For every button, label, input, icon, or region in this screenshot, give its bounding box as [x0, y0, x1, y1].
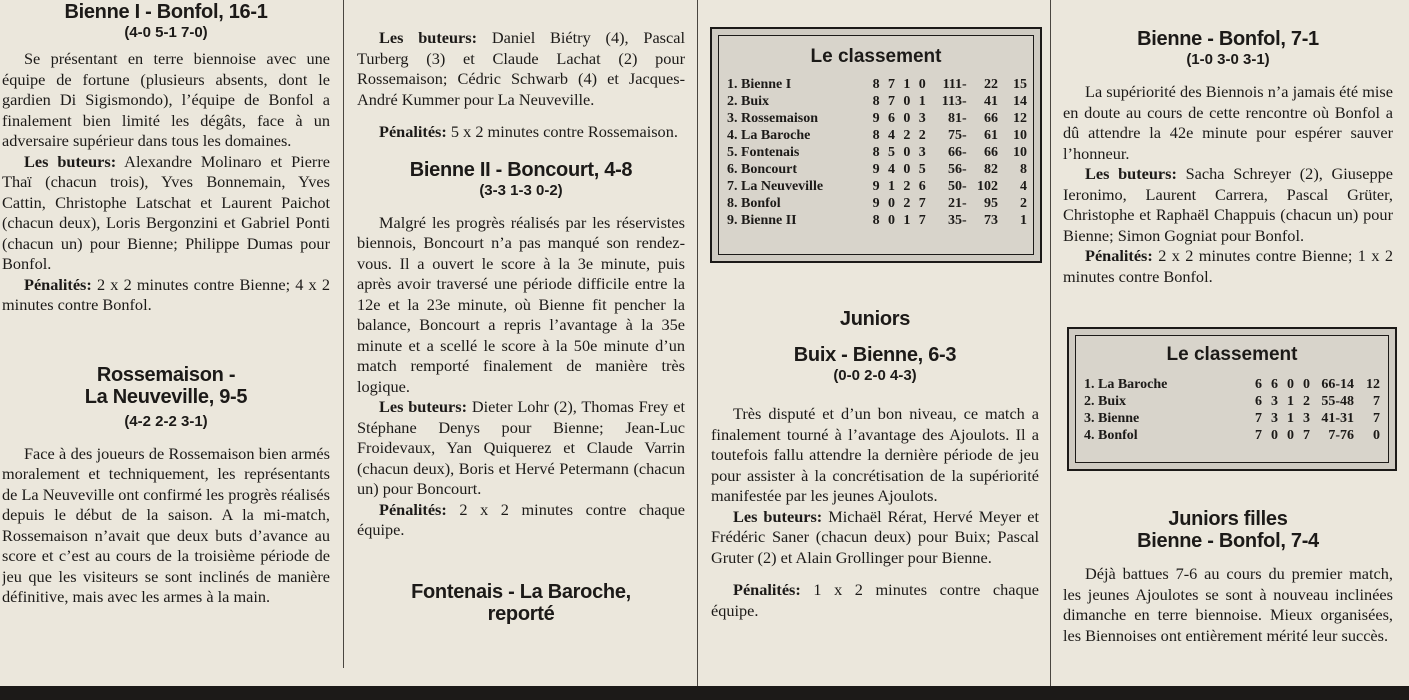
stat-value: 0 [903, 94, 911, 109]
penalties-paragraph: Pénalités: 2 x 2 minutes contre Bienne; 1 x 2 minutes contre Bonfol. [1063, 246, 1393, 286]
standings-title: Le classement [810, 46, 942, 67]
stat-value: 6 [918, 179, 926, 194]
article-paragraph: Malgré les progrès réalisés par les réservistes biennois, Boncourt n’a pas manqué son rendez-vous. Il a ouvert le score à la 3e minute, puis après avoir traversé une période difficile entre la 12e et la 23e minute, où Bienne fit pencher la balance, Boncourt a repris l’avantage à la 35e minute et a scellé le score à la 50e minute d’un match remporté finalement de manière très logique. [357, 212, 685, 396]
stat-value: 8 [1020, 162, 1027, 177]
team-name: 1. Bienne I [727, 77, 792, 92]
standings-row [727, 161, 1027, 178]
article-title: Buix - Bienne, 6-3 [793, 344, 957, 366]
stat-value: 2 [918, 128, 926, 143]
stat-value: 14 [1013, 94, 1027, 109]
period-score: (0-0 2-0 4-3) [833, 367, 917, 384]
team-name: 9. Bienne II [727, 213, 797, 228]
stat-value: 7 [918, 196, 926, 211]
standings-row [727, 127, 1027, 144]
section-title: Juniors [839, 308, 911, 330]
stat-value: 1 [1287, 411, 1294, 426]
stat-value: 10 [1013, 128, 1027, 143]
stat-value: 8 [872, 213, 880, 228]
stat-value: 0 [903, 111, 911, 126]
stat-value: 1 [903, 77, 911, 92]
standings-row [727, 212, 1027, 229]
standings-row [1084, 393, 1380, 410]
stat-value: 3 [1271, 411, 1278, 426]
stat-value: 6 [1255, 394, 1262, 409]
stat-value: 81- [948, 111, 967, 126]
standings-row [727, 110, 1027, 127]
stat-value: 2 [903, 179, 911, 194]
stat-value: 1 [1020, 213, 1027, 228]
stat-value: 1 [887, 179, 895, 194]
standings-row [727, 195, 1027, 212]
stat-value: 0 [1303, 377, 1310, 392]
stat-value: 82 [983, 162, 998, 177]
column-1 [2, 0, 330, 686]
stat-value: 10 [1013, 145, 1027, 160]
stat-value: 0 [1373, 428, 1380, 443]
team-name: 1. La Baroche [1084, 377, 1168, 392]
standings-row [1084, 410, 1380, 427]
stat-value: 15 [1013, 77, 1027, 92]
team-name: 3. Rossemaison [727, 111, 819, 126]
period-score: (4-2 2-2 3-1) [124, 412, 208, 430]
stat-value: 7 [1255, 428, 1262, 443]
stat-value: 7 [887, 94, 895, 109]
stat-value: 12 [1366, 377, 1380, 392]
penalties-paragraph: Pénalités: 2 x 2 minutes contre Bienne; 4 x 2 minutes contre Bonfol. [2, 274, 330, 314]
bottom-border [0, 686, 1409, 700]
stat-value: 66 [983, 111, 998, 126]
penalties-paragraph: Pénalités: 5 x 2 minutes contre Rossemaison. [379, 122, 678, 141]
team-name: 8. Bonfol [727, 196, 781, 211]
team-name: 4. Bonfol [1084, 428, 1138, 443]
standings-box [1067, 327, 1397, 471]
article-title: La Neuveville, 9-5 [84, 385, 248, 408]
stat-value: 41-31 [1321, 411, 1354, 426]
stat-value: 3 [1303, 411, 1310, 426]
stat-value: 21- [948, 196, 967, 211]
team-name: 5. Fontenais [727, 145, 800, 160]
stat-value: 73 [983, 213, 998, 228]
column-rule-2 [697, 0, 698, 686]
article-title: reporté [487, 602, 555, 625]
stat-value: 50- [948, 179, 967, 194]
standings-row [727, 144, 1027, 161]
article-title: Fontenais - La Baroche, [411, 580, 631, 603]
period-score: (1-0 3-0 3-1) [1186, 51, 1270, 68]
stat-value: 9 [872, 179, 880, 194]
stat-value: 7 [1373, 394, 1380, 409]
article-paragraph: Déjà battues 7-6 au cours du premier match, les jeunes Ajoulotes se sont à nouveau inclinées dimanche en terre biennoise. Mieux organisées, les Biennoises ont entièrement mérité leur succès. [1063, 564, 1393, 645]
stat-value: 9 [872, 162, 880, 177]
standings-row [1084, 427, 1380, 444]
stat-value: 113- [941, 94, 967, 109]
stat-value: 61 [983, 128, 998, 143]
stat-value: 6 [1255, 377, 1262, 392]
scorers-paragraph: Les buteurs: Dieter Lohr (2), Thomas Frey et Stéphane Denys pour Bienne; Jean-Luc Froidevaux, Yan Quiquerez et Claude Varrin (chacun deux), Boris et Hervé Petermann (chacun un) pour Boncourt. [357, 397, 685, 498]
stat-value: 8 [872, 128, 880, 143]
stat-value: 8 [872, 94, 880, 109]
stat-value: 2 [903, 128, 911, 143]
stat-value: 56- [948, 162, 967, 177]
stat-value: 9 [872, 111, 880, 126]
stat-value: 3 [918, 111, 926, 126]
stat-value: 8 [872, 145, 880, 160]
stat-value: 75- [948, 128, 967, 143]
scorers-paragraph: Les buteurs: Michaël Rérat, Hervé Meyer et Frédéric Saner (chacun deux) pour Buix; Pascal Gruter (2) et Alain Grollinger pour Bienne. [711, 506, 1039, 567]
standings-table [727, 76, 1027, 229]
column-rule-3 [1050, 0, 1051, 686]
stat-value: 8 [872, 77, 880, 92]
standings-row [727, 178, 1027, 195]
stat-value: 4 [1020, 179, 1027, 194]
stat-value: 0 [1287, 377, 1294, 392]
team-name: 3. Bienne [1084, 411, 1140, 426]
stat-value: 66- [948, 145, 967, 160]
stat-value: 5 [918, 162, 926, 177]
stat-value: 3 [918, 145, 926, 160]
stat-value: 4 [887, 162, 895, 177]
stat-value: 66 [983, 145, 998, 160]
article-title: Bienne - Bonfol, 7-1 [1137, 28, 1319, 50]
team-name: 6. Boncourt [727, 162, 797, 177]
team-name: 2. Buix [727, 94, 770, 109]
stat-value: 1 [918, 94, 926, 109]
team-name: 4. La Baroche [727, 128, 811, 143]
column-rule-1 [343, 0, 344, 668]
column-4-lower [1063, 508, 1393, 686]
stat-value: 0 [903, 162, 911, 177]
scorers-paragraph: Les buteurs: Daniel Biétry (4), Pascal Turberg (3) et Claude Lachat (2) pour Rossemaison; Cédric Schwarb (4) et Jacques-André Kummer pour La Neuveville. [357, 28, 685, 109]
scorers-paragraph: Les buteurs: Sacha Schreyer (2), Giuseppe Ieronimo, Laurent Carrera, Pascal Grüter, Christophe et Raphaël Chappuis (chacun un) pour Bienne; Simon Gogniat pour Bonfol. [1063, 164, 1393, 245]
stat-value: 7 [1373, 411, 1380, 426]
stat-value: 7 [1303, 428, 1310, 443]
stat-value: 0 [1271, 428, 1278, 443]
stat-value: 111- [942, 77, 967, 92]
stat-value: 6 [887, 111, 895, 126]
stat-value: 0 [903, 145, 911, 160]
standings-box [710, 27, 1042, 263]
article-paragraph: Face à des joueurs de Rossemaison bien armés moralement et techniquement, les représentants de La Neuveville ont confirmé les progrès réalisés depuis le début de la saison. A la mi-match, Rossemaison n’avait que deux buts d’avance au score et c’est au cours de la troisième période de jeu que les visiteurs se sont inclinés de manière définitive, mais avec les armes à la main. [2, 443, 330, 606]
penalties-paragraph: Pénalités: 2 x 2 minutes contre chaque équipe. [357, 499, 685, 539]
stat-value: 12 [1013, 111, 1027, 126]
stat-value: 2 [903, 196, 911, 211]
period-score: (4-0 5-1 7-0) [124, 24, 208, 41]
penalties-paragraph: Pénalités: 1 x 2 minutes contre chaque équipe. [711, 580, 1039, 620]
stat-value: 2 [1020, 196, 1027, 211]
standings-row [1084, 376, 1380, 393]
stat-value: 66-14 [1321, 377, 1354, 392]
article-title: Bienne I - Bonfol, 16-1 [64, 1, 268, 23]
stat-value: 7 [1255, 411, 1262, 426]
stat-value: 102 [976, 179, 998, 194]
stat-value: 95 [983, 196, 998, 211]
stat-value: 7 [918, 213, 926, 228]
stat-value: 0 [918, 77, 926, 92]
stat-value: 5 [887, 145, 895, 160]
stat-value: 6 [1271, 377, 1278, 392]
article-paragraph: Se présentant en terre biennoise avec une équipe de fortune (plusieurs absents, dont le gardien Di Sigismondo), l’équipe de Bonfol a finalement bien limité les dégâts, face à un adversaire supérieur dans tous les domaines. [2, 49, 330, 150]
period-score: (3-3 1-3 0-2) [479, 181, 563, 199]
standings-table [1084, 376, 1380, 444]
stat-value: 55-48 [1321, 394, 1354, 409]
team-name: 2. Buix [1084, 394, 1127, 409]
stat-value: 0 [887, 213, 895, 228]
article-title: Bienne - Bonfol, 7-4 [1137, 530, 1319, 552]
stat-value: 1 [903, 213, 911, 228]
stat-value: 4 [887, 128, 895, 143]
stat-value: 2 [1303, 394, 1310, 409]
stat-value: 1 [1287, 394, 1294, 409]
column-2 [357, 0, 685, 686]
standings-row [727, 93, 1027, 110]
column-3 [711, 300, 1039, 686]
article-paragraph: La supériorité des Biennois n’a jamais été mise en doute au cours de cette rencontre où Bonfol a dû attendre la 42e minute pour espérer sauver l’honneur. [1063, 82, 1393, 163]
article-title: Bienne II - Boncourt, 4-8 [409, 158, 633, 181]
section-title: Juniors filles [1168, 508, 1288, 530]
stat-value: 7 [887, 77, 895, 92]
stat-value: 9 [872, 196, 880, 211]
scorers-paragraph: Les buteurs: Alexandre Molinaro et Pierre Thaï (chacun trois), Yves Bonnemain, Yves Cattin, Christophe Latschat et Laurent Paichot (chacun deux), Loris Bergonzini et Gabriel Ponti (chacun un) pour Bienne; Philippe Dumas pour Bonfol. [2, 151, 330, 273]
standings-title: Le classement [1166, 344, 1298, 365]
stat-value: 41 [983, 94, 998, 109]
stat-value: 0 [887, 196, 895, 211]
stat-value: 22 [983, 77, 998, 92]
stat-value: 0 [1287, 428, 1294, 443]
stat-value: 35- [948, 213, 967, 228]
stat-value: 7-76 [1328, 428, 1354, 443]
standings-row [727, 76, 1027, 93]
team-name: 7. La Neuveville [727, 179, 824, 194]
article-title: Rossemaison - [96, 363, 236, 386]
stat-value: 3 [1271, 394, 1278, 409]
article-paragraph: Très disputé et d’un bon niveau, ce match a finalement tourné à l’avantage des Ajoulots. Il a toutefois fallu attendre la dernière période de jeu pour assister à la concrétisation de la supériorité manifestée par les jeunes Ajoulots. [711, 404, 1039, 505]
